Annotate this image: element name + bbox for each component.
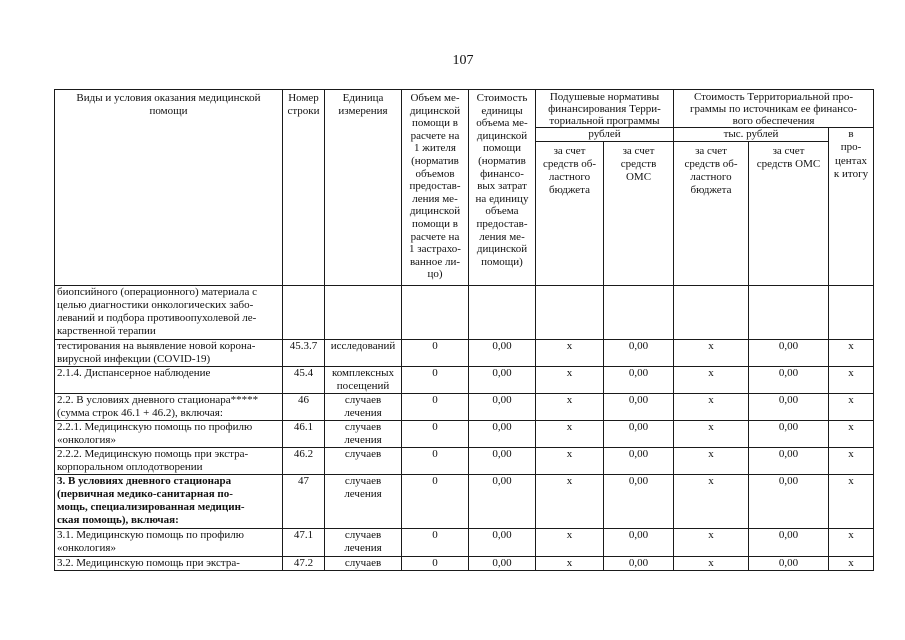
- per-capita-regional-cell: х: [536, 447, 604, 474]
- header-row-groups: [55, 90, 874, 128]
- per-capita-regional-cell: х: [536, 366, 604, 393]
- program-oms-cell: 0,00: [749, 339, 829, 366]
- program-regional-cell: х: [674, 474, 749, 528]
- row-name: 2.2.2. Медицинскую помощь при экстра- корпоральном оплодотворении: [55, 447, 283, 474]
- header-program-oms: за счет средств ОМС: [749, 141, 829, 285]
- program-oms-cell: 0,00: [749, 447, 829, 474]
- row-unit: случаев лечения: [325, 528, 402, 556]
- table-header: [55, 90, 874, 286]
- table-row: [55, 366, 874, 393]
- program-percent-cell: х: [829, 528, 874, 556]
- program-percent-cell: х: [829, 474, 874, 528]
- unit-cost-cell: 0,00: [469, 556, 536, 570]
- row-unit: случаев лечения: [325, 393, 402, 420]
- program-regional-cell: х: [674, 393, 749, 420]
- table-row: [55, 339, 874, 366]
- unit-cost-cell: 0,00: [469, 528, 536, 556]
- row-unit: случаев лечения: [325, 420, 402, 447]
- row-unit: случаев: [325, 447, 402, 474]
- row-number: 45.4: [283, 366, 325, 393]
- volume-cell: 0: [402, 447, 469, 474]
- unit-cost-cell: 0,00: [469, 447, 536, 474]
- unit-cost-cell: 0,00: [469, 420, 536, 447]
- row-name: 3. В условиях дневного стационара (первичная медико-санитарная по- мощь, специализированная медицин- ская помощь), включая:: [55, 474, 283, 528]
- program-oms-cell: 0,00: [749, 366, 829, 393]
- program-percent-cell: х: [829, 420, 874, 447]
- program-oms-cell: 0,00: [749, 528, 829, 556]
- per-capita-oms-cell: 0,00: [604, 474, 674, 528]
- program-oms-cell: 0,00: [749, 556, 829, 570]
- header-volume: Объем ме- дицинской помощи в расчете на 1 жителя (норматив объемов предостав- ления ме- дицинской помощи в расчете на 1 застрахо- ванное ли- цо): [402, 90, 469, 286]
- per-capita-regional-cell: х: [536, 556, 604, 570]
- volume-cell: [402, 285, 469, 339]
- program-regional-cell: х: [674, 447, 749, 474]
- header-per-capita-oms: за счет средств ОМС: [604, 141, 674, 285]
- program-percent-cell: х: [829, 447, 874, 474]
- row-name: биопсийного (операционного) материала с целью диагностики онкологических забо- леваний и подбора противоопухолевой ле- карственной терапии: [55, 285, 283, 339]
- per-capita-oms-cell: 0,00: [604, 366, 674, 393]
- per-capita-oms-cell: 0,00: [604, 447, 674, 474]
- program-regional-cell: х: [674, 366, 749, 393]
- table-body: [55, 285, 874, 570]
- row-unit: [325, 285, 402, 339]
- table-row: [55, 474, 874, 528]
- per-capita-oms-cell: 0,00: [604, 528, 674, 556]
- program-percent-cell: [829, 285, 874, 339]
- header-program-percent: в про- центах к итогу: [829, 128, 874, 286]
- per-capita-regional-cell: х: [536, 420, 604, 447]
- row-number: 45.3.7: [283, 339, 325, 366]
- header-program-cost-currency: тыс. рублей: [674, 128, 829, 142]
- per-capita-oms-cell: [604, 285, 674, 339]
- volume-cell: 0: [402, 339, 469, 366]
- volume-cell: 0: [402, 393, 469, 420]
- per-capita-oms-cell: 0,00: [604, 393, 674, 420]
- header-unit-cost: Стоимость единицы объема ме- дицинской помощи (норматив финансо- вых затрат на единицу объема предостав- ления ме- дицинской помощи): [469, 90, 536, 286]
- table-row: [55, 556, 874, 570]
- per-capita-regional-cell: х: [536, 528, 604, 556]
- unit-cost-cell: 0,00: [469, 366, 536, 393]
- volume-cell: 0: [402, 420, 469, 447]
- per-capita-oms-cell: 0,00: [604, 556, 674, 570]
- per-capita-regional-cell: х: [536, 474, 604, 528]
- per-capita-oms-cell: 0,00: [604, 420, 674, 447]
- program-percent-cell: х: [829, 556, 874, 570]
- row-name: 2.1.4. Диспансерное наблюдение: [55, 366, 283, 393]
- program-regional-cell: х: [674, 339, 749, 366]
- volume-cell: 0: [402, 528, 469, 556]
- program-oms-cell: 0,00: [749, 393, 829, 420]
- row-unit: случаев: [325, 556, 402, 570]
- program-percent-cell: х: [829, 393, 874, 420]
- table-row: [55, 420, 874, 447]
- row-name: 2.2. В условиях дневного стационара***** (сумма строк 46.1 + 46.2), включая:: [55, 393, 283, 420]
- row-unit: комплексных посещений: [325, 366, 402, 393]
- table-row: [55, 528, 874, 556]
- row-number: 46: [283, 393, 325, 420]
- row-number: 47.2: [283, 556, 325, 570]
- program-regional-cell: х: [674, 556, 749, 570]
- volume-cell: 0: [402, 366, 469, 393]
- territorial-program-table: [54, 89, 874, 571]
- unit-cost-cell: 0,00: [469, 474, 536, 528]
- program-oms-cell: 0,00: [749, 474, 829, 528]
- unit-cost-cell: 0,00: [469, 393, 536, 420]
- table-row: [55, 447, 874, 474]
- row-number: 47.1: [283, 528, 325, 556]
- header-per-capita-group: Подушевые нормативы финансирования Терри- ториальной программы: [536, 90, 674, 128]
- header-kind: Виды и условия оказания медицинской помощи: [55, 90, 283, 286]
- header-row-number: Номер строки: [283, 90, 325, 286]
- program-percent-cell: х: [829, 339, 874, 366]
- row-name: тестирования на выявление новой корона- вирусной инфекции (COVID-19): [55, 339, 283, 366]
- row-number: 46.2: [283, 447, 325, 474]
- program-regional-cell: х: [674, 420, 749, 447]
- row-unit: исследований: [325, 339, 402, 366]
- header-per-capita-currency: рублей: [536, 128, 674, 142]
- per-capita-regional-cell: х: [536, 339, 604, 366]
- per-capita-regional-cell: [536, 285, 604, 339]
- row-number: 46.1: [283, 420, 325, 447]
- header-program-cost-group: Стоимость Территориальной про- граммы по источникам ее финансо- вого обеспечения: [674, 90, 874, 128]
- table-row: [55, 393, 874, 420]
- volume-cell: 0: [402, 474, 469, 528]
- header-per-capita-regional: за счет средств об- ластного бюджета: [536, 141, 604, 285]
- per-capita-regional-cell: х: [536, 393, 604, 420]
- program-regional-cell: х: [674, 528, 749, 556]
- row-name: 3.2. Медицинскую помощь при экстра-: [55, 556, 283, 570]
- program-percent-cell: х: [829, 366, 874, 393]
- row-name: 2.2.1. Медицинскую помощь по профилю «онкология»: [55, 420, 283, 447]
- program-regional-cell: [674, 285, 749, 339]
- unit-cost-cell: [469, 285, 536, 339]
- program-oms-cell: 0,00: [749, 420, 829, 447]
- per-capita-oms-cell: 0,00: [604, 339, 674, 366]
- page-number: 107: [452, 53, 474, 68]
- row-unit: случаев лечения: [325, 474, 402, 528]
- unit-cost-cell: 0,00: [469, 339, 536, 366]
- volume-cell: 0: [402, 556, 469, 570]
- program-oms-cell: [749, 285, 829, 339]
- table-row: [55, 285, 874, 339]
- row-number: [283, 285, 325, 339]
- row-name: 3.1. Медицинскую помощь по профилю «онкология»: [55, 528, 283, 556]
- row-number: 47: [283, 474, 325, 528]
- header-program-regional: за счет средств об- ластного бюджета: [674, 141, 749, 285]
- header-unit: Единица измерения: [325, 90, 402, 286]
